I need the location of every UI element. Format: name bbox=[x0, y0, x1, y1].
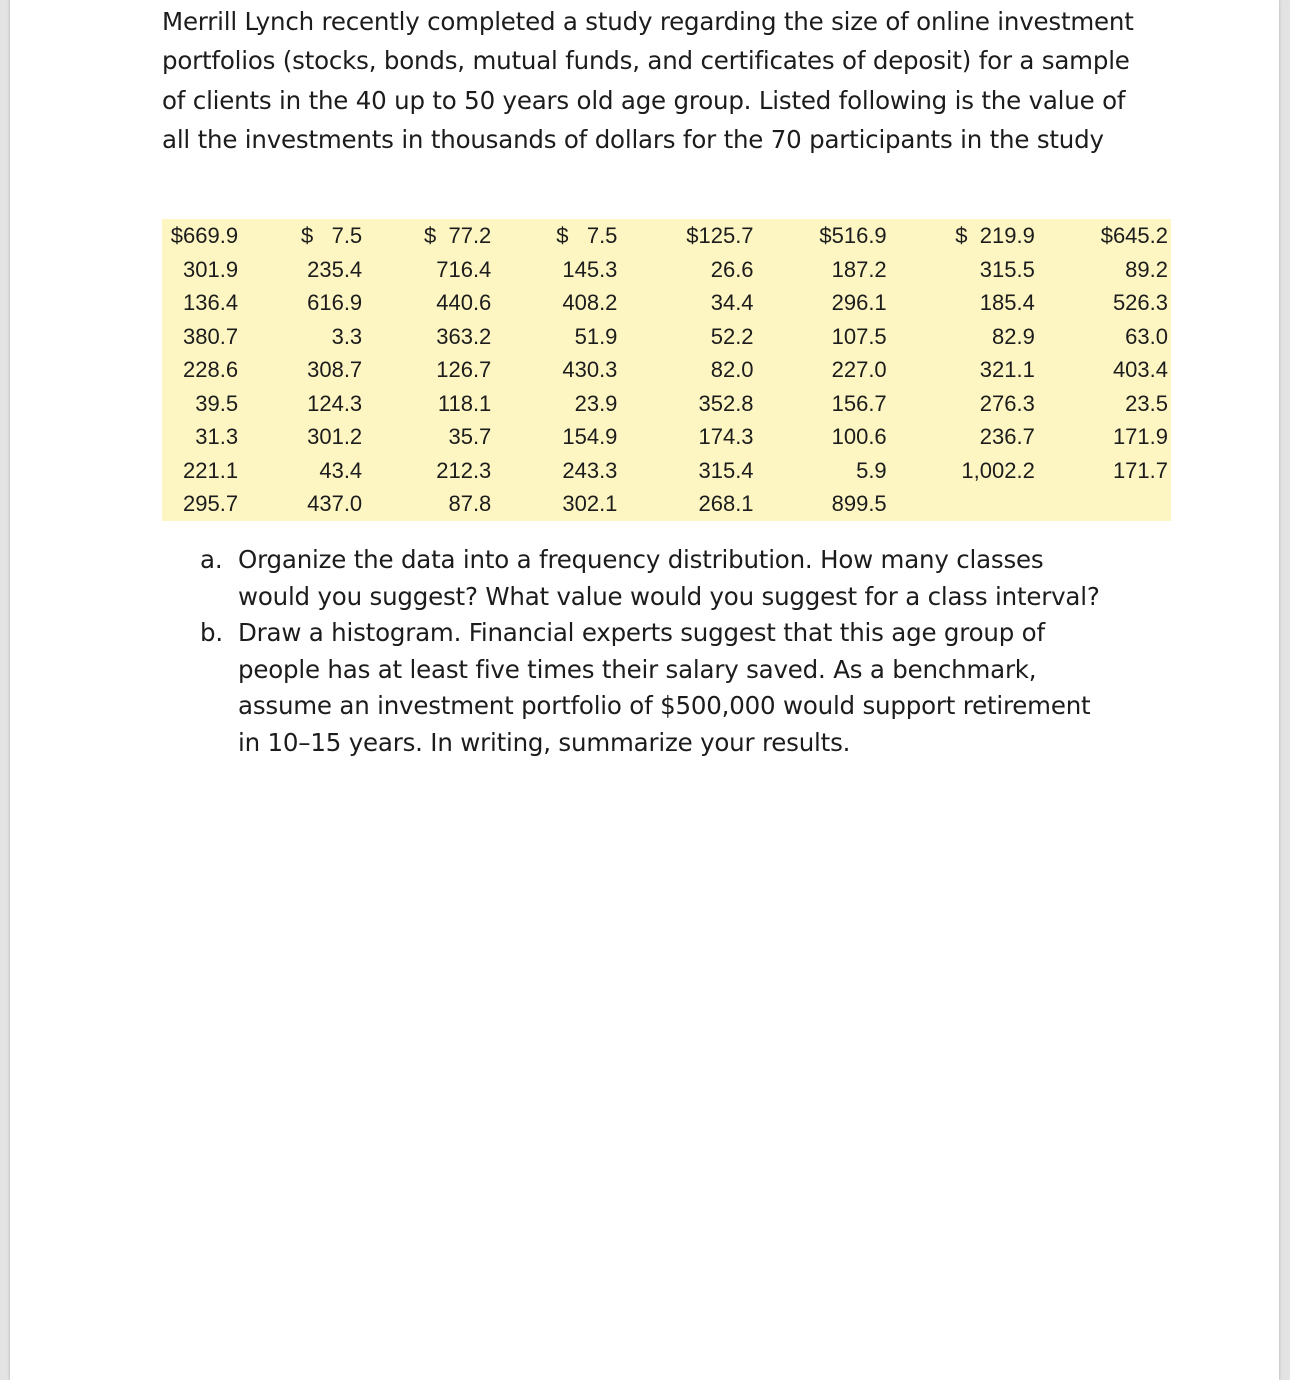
table-cell: 236.7 bbox=[979, 424, 1035, 450]
question-b bbox=[196, 615, 1116, 761]
table-cell: $ 7.5 bbox=[301, 223, 363, 249]
table-cell: 321.1 bbox=[979, 357, 1035, 383]
table-cell: 126.7 bbox=[436, 357, 492, 383]
table-cell: 171.7 bbox=[1112, 457, 1168, 483]
table-row bbox=[162, 454, 1171, 488]
table-cell: 301.2 bbox=[307, 424, 363, 450]
table-cell: 5.9 bbox=[856, 457, 887, 483]
table-cell: 23.9 bbox=[574, 390, 618, 416]
table-cell: 352.8 bbox=[698, 390, 754, 416]
table-cell: 716.4 bbox=[436, 256, 492, 282]
table-cell: 156.7 bbox=[831, 390, 887, 416]
table-cell: 82.9 bbox=[991, 323, 1035, 349]
question-marker: a. bbox=[200, 545, 223, 574]
table-cell: 526.3 bbox=[1112, 290, 1168, 316]
table-cell: 26.6 bbox=[710, 256, 754, 282]
table-cell: 118.1 bbox=[437, 390, 492, 416]
table-cell: 616.9 bbox=[307, 290, 363, 316]
table-cell: 51.9 bbox=[574, 323, 618, 349]
table-cell: 89.2 bbox=[1125, 256, 1168, 282]
table-cell: 154.9 bbox=[562, 424, 618, 450]
table-cell: 124.3 bbox=[307, 390, 363, 416]
table-cell: 301.9 bbox=[183, 256, 239, 282]
intro-paragraph: Merrill Lynch recently completed a study regarding the size of online investment portfolios (stocks, bonds, mutual funds, and certificates of deposit) for a sample of clients in the 40 up to 50 years old age group. Listed following is the value of all the investments in thousands of dollars for the 70 participants in the study bbox=[162, 7, 1134, 155]
table-cell: $645.2 bbox=[1100, 223, 1168, 249]
table-cell: 228.6 bbox=[183, 357, 239, 383]
table-cell: 23.5 bbox=[1125, 390, 1168, 416]
table-row bbox=[162, 420, 1171, 454]
table-cell: 3.3 bbox=[331, 323, 363, 349]
table-cell: 437.0 bbox=[307, 491, 363, 517]
table-cell: 87.8 bbox=[448, 491, 492, 517]
document-page bbox=[10, 0, 1279, 1380]
question-text: Draw a histogram. Financial experts suggest that this age group of people has at least five times their salary saved. As a benchmark, assume an investment portfolio of $500,000 would support retirement in 10–15 years. In writing, summarize your results. bbox=[238, 618, 1091, 757]
table-cell: 440.6 bbox=[436, 290, 492, 316]
table-row bbox=[162, 387, 1171, 421]
table-cell: 363.2 bbox=[436, 323, 492, 349]
table-cell: 227.0 bbox=[831, 357, 887, 383]
question-a bbox=[196, 542, 1116, 615]
table-cell: $ 7.5 bbox=[556, 223, 618, 249]
table-cell: 295.7 bbox=[183, 491, 239, 517]
table-cell bbox=[887, 487, 1035, 521]
investment-data-table bbox=[162, 219, 1171, 521]
table-cell: $516.9 bbox=[819, 223, 887, 249]
table-cell: 276.3 bbox=[979, 390, 1035, 416]
table-row bbox=[162, 353, 1171, 387]
table-cell: 100.6 bbox=[831, 424, 887, 450]
table-cell: 430.3 bbox=[562, 357, 618, 383]
table-cell: 34.4 bbox=[710, 290, 754, 316]
table-cell: 308.7 bbox=[307, 357, 363, 383]
table-cell: 268.1 bbox=[698, 491, 754, 517]
table-row bbox=[162, 286, 1171, 320]
table-cell: 39.5 bbox=[195, 390, 239, 416]
table-cell: 235.4 bbox=[307, 256, 363, 282]
table-cell: 221.1 bbox=[183, 457, 239, 483]
table-cell: 52.2 bbox=[710, 323, 754, 349]
table-cell: 315.4 bbox=[698, 457, 754, 483]
table-cell: 174.3 bbox=[698, 424, 754, 450]
table-row bbox=[162, 320, 1171, 354]
table-cell bbox=[1035, 487, 1171, 521]
table-cell: 408.2 bbox=[562, 290, 618, 316]
table-row bbox=[162, 487, 1171, 521]
table-cell: 1,002.2 bbox=[961, 457, 1035, 483]
table-cell: 380.7 bbox=[183, 323, 239, 349]
table-row bbox=[162, 253, 1171, 287]
table-cell: 35.7 bbox=[448, 424, 492, 450]
table-cell: 212.3 bbox=[436, 457, 492, 483]
table-cell: 31.3 bbox=[195, 424, 239, 450]
question-marker: b. bbox=[200, 618, 223, 647]
table-cell: 63.0 bbox=[1125, 323, 1168, 349]
table-row bbox=[162, 219, 1171, 253]
table-cell: 302.1 bbox=[562, 491, 618, 517]
table-cell: 296.1 bbox=[831, 290, 887, 316]
table-cell: 171.9 bbox=[1112, 424, 1168, 450]
table-cell: $ 77.2 bbox=[424, 223, 492, 249]
table-cell: 107.5 bbox=[831, 323, 887, 349]
table-cell: 145.3 bbox=[562, 256, 618, 282]
table-cell: 315.5 bbox=[979, 256, 1035, 282]
table-cell: $ 219.9 bbox=[955, 223, 1035, 249]
question-list bbox=[196, 542, 1116, 761]
table-cell: 185.4 bbox=[979, 290, 1035, 316]
table-cell: $125.7 bbox=[686, 223, 754, 249]
table-cell: 899.5 bbox=[831, 491, 887, 517]
table-cell: 403.4 bbox=[1112, 357, 1168, 383]
table-cell: $669.9 bbox=[170, 223, 239, 249]
question-text: Organize the data into a frequency distribution. How many classes would you suggest? What value would you suggest for a class interval? bbox=[238, 545, 1100, 611]
table-cell: 243.3 bbox=[562, 457, 618, 483]
table-cell: 187.2 bbox=[831, 256, 887, 282]
table-cell: 43.4 bbox=[319, 457, 363, 483]
table-cell: 82.0 bbox=[710, 357, 754, 383]
table-cell: 136.4 bbox=[183, 290, 239, 316]
